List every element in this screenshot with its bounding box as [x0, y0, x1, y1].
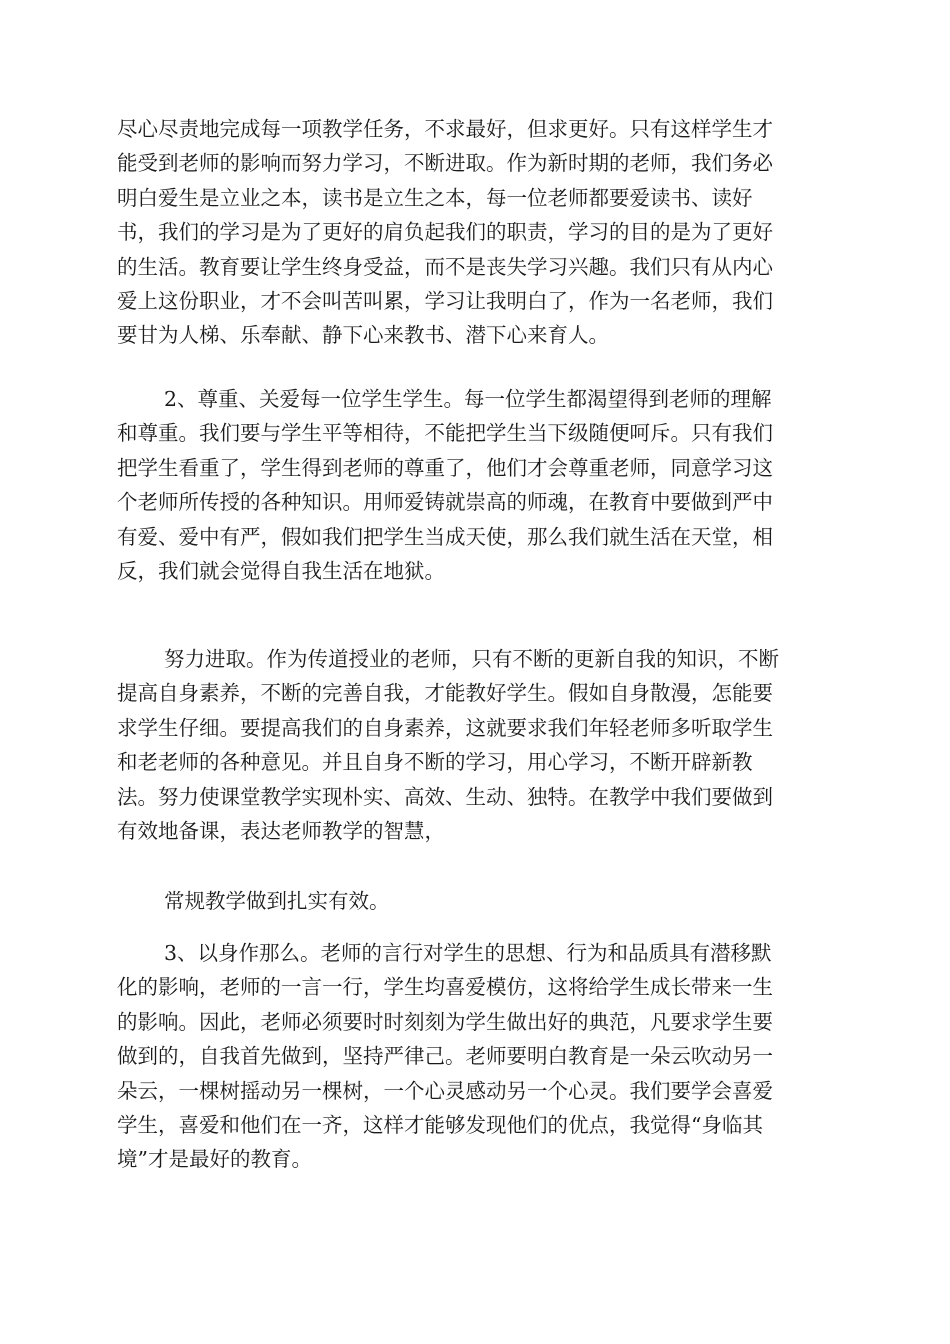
text-line: 要甘为人梯、乐奉献、静下心来教书、潜下心来育人。 [117, 323, 609, 348]
text-line: 学生，喜爱和他们在一齐，这样才能够发现他们的优点，我觉得“身临其 [117, 1113, 763, 1138]
text-line: 和尊重。我们要与学生平等相待，不能把学生当下级随便呵斥。只有我们 [117, 421, 773, 446]
text-line: 3、以身作那么。老师的言行对学生的思想、行为和品质具有潜移默 [164, 941, 772, 965]
text-line: 书，我们的学习是为了更好的肩负起我们的职责，学习的目的是为了更好 [117, 220, 773, 245]
text-line: 求学生仔细。要提高我们的自身素养，这就要求我们年轻老师多听取学生 [117, 715, 773, 740]
text-line: 明白爱生是立业之本，读书是立生之本，每一位老师都要爱读书、读好 [117, 185, 753, 210]
text-line: 有效地备课，表达老师教学的智慧， [117, 819, 445, 844]
paragraph-strive-progress [117, 642, 837, 848]
text-line: 做到的，自我首先做到，坚持严律己。老师要明白教育是一朵云吹动另一 [117, 1044, 773, 1069]
text-line: 常规教学做到扎实有效。 [164, 889, 390, 913]
text-line: 和老老师的各种意见。并且自身不断的学习，用心学习，不断开辟新教 [117, 750, 753, 775]
paragraph-lead-by-example [117, 936, 837, 1177]
text-line: 的生活。教育要让学生终身受益，而不是丧失学习兴趣。我们只有从内心 [117, 254, 773, 279]
text-line: 反，我们就会觉得自我生活在地狱。 [117, 559, 445, 584]
paragraph-teacher-duty [117, 112, 837, 353]
text-line: 努力进取。作为传道授业的老师，只有不断的更新自我的知识，不断 [164, 647, 779, 671]
text-line: 2、尊重、关爱每一位学生学生。每一位学生都渴望得到老师的理解 [164, 387, 772, 411]
text-line: 法。努力使课堂教学实现朴实、高效、生动、独特。在教学中我们要做到 [117, 784, 773, 809]
text-line: 个老师所传授的各种知识。用师爱铸就崇高的师魂，在教育中要做到严中 [117, 490, 773, 515]
text-line: 能受到老师的影响而努力学习，不断进取。作为新时期的老师，我们务必 [117, 151, 773, 176]
text-line: 把学生看重了，学生得到老师的尊重了，他们才会尊重老师，同意学习这 [117, 455, 773, 480]
text-line: 的影响。因此，老师必须要时时刻刻为学生做出好的典范，凡要求学生要 [117, 1009, 773, 1034]
text-line: 尽心尽责地完成每一项教学任务，不求最好，但求更好。只有这样学生才 [117, 117, 773, 141]
text-line: 化的影响，老师的一言一行，学生均喜爱模仿，这将给学生成长带来一生 [117, 975, 773, 1000]
paragraph-routine-teaching [117, 884, 837, 918]
text-line: 提高自身素养，不断的完善自我，才能教好学生。假如自身散漫，怎能要 [117, 681, 773, 706]
text-line: 爱上这份职业，才不会叫苦叫累，学习让我明白了，作为一名老师，我们 [117, 289, 773, 314]
text-line: 朵云，一棵树摇动另一棵树，一个心灵感动另一个心灵。我们要学会喜爱 [117, 1078, 773, 1103]
text-line: 有爱、爱中有严，假如我们把学生当成天使，那么我们就生活在天堂，相 [117, 524, 773, 549]
paragraph-respect-students [117, 382, 837, 588]
text-line: 境”才是最好的教育。 [117, 1147, 312, 1172]
